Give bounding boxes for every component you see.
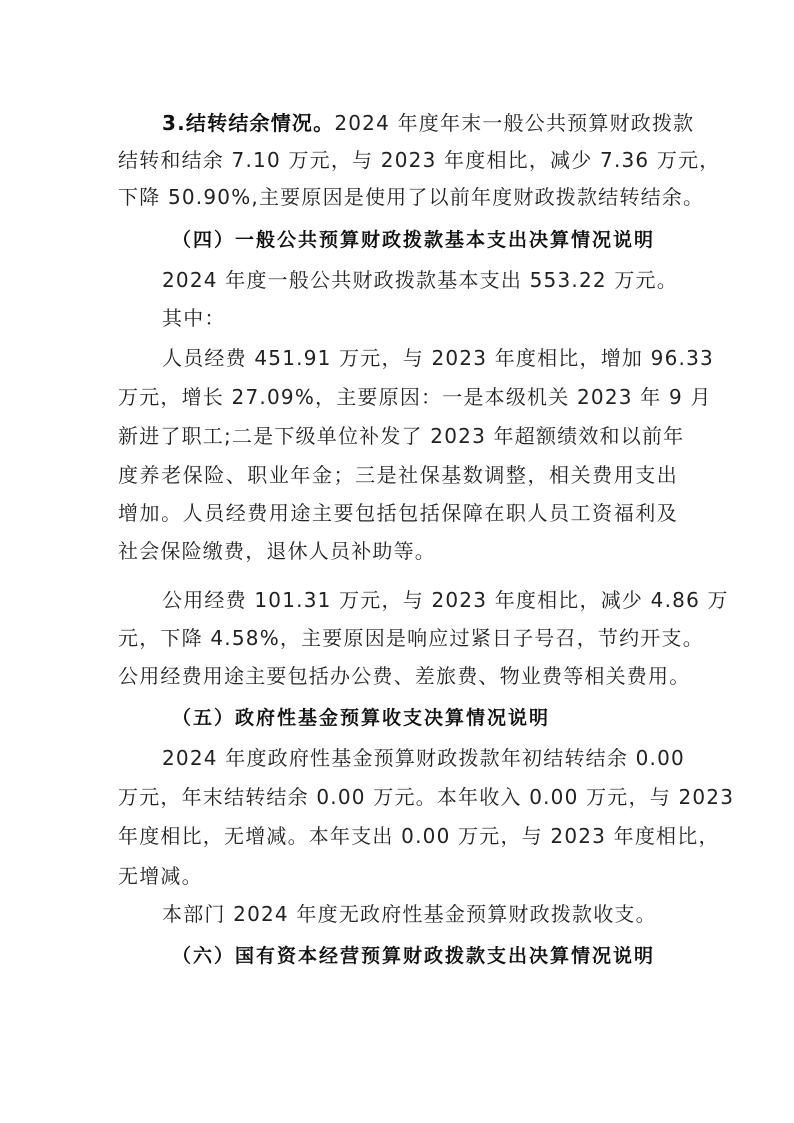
- public-line-3: 公用经费用途主要包括办公费、差旅费、物业费等相关费用。: [118, 664, 691, 688]
- section3-text-1: 2024 年度年末一般公共预算财政拨款: [334, 111, 695, 135]
- section3-line-1: [162, 110, 695, 136]
- section5-heading: （五）政府性基金预算收支决算情况说明: [172, 707, 551, 729]
- public-line-2: 元，下降 4.58%，主要原因是响应过紧日子号召，节约开支。: [118, 626, 704, 650]
- section3-lead: 3.结转结余情况。: [162, 111, 335, 135]
- section3-line-2: 结转和结余 7.10 万元，与 2023 年度相比，减少 7.36 万元，: [118, 148, 721, 172]
- personnel-line-3: 新进了职工;二是下级单位补发了 2023 年超额绩效和以前年: [118, 424, 685, 448]
- section3-line-3: 下降 50.90%,主要原因是使用了以前年度财政拨款结转结余。: [118, 185, 705, 209]
- section4-among: 其中：: [162, 306, 226, 330]
- section5-line-1: 2024 年度政府性基金预算财政拨款年初结转结余 0.00: [162, 746, 685, 770]
- personnel-line-5: 增加。人员经费用途主要包括包括保障在职人员工资福利及: [118, 501, 678, 525]
- personnel-line-1: 人员经费 451.91 万元，与 2023 年度相比，增加 96.33: [162, 346, 714, 370]
- personnel-line-4: 度养老保险、职业年金；三是社保基数调整，相关费用支出: [118, 463, 678, 487]
- personnel-line-6: 社会保险缴费，退休人员补助等。: [118, 539, 436, 563]
- section4-heading: （四）一般公共预算财政拨款基本支出决算情况说明: [172, 229, 656, 251]
- section5-line-3: 年度相比，无增减。本年支出 0.00 万元，与 2023 年度相比，: [118, 824, 720, 848]
- section6-heading: （六）国有资本经营预算财政拨款支出决算情况说明: [172, 945, 656, 967]
- section5-line-4: 无增减。: [118, 864, 203, 888]
- public-line-1: 公用经费 101.31 万元，与 2023 年度相比，减少 4.86 万: [162, 588, 729, 612]
- personnel-line-2: 万元，增长 27.09%，主要原因：一是本级机关 2023 年 9 月: [118, 385, 712, 409]
- section4-summary: 2024 年度一般公共财政拨款基本支出 553.22 万元。: [162, 268, 678, 292]
- section5-line-2: 万元，年末结转结余 0.00 万元。本年收入 0.00 万元，与 2023: [118, 785, 735, 809]
- section5-note: 本部门 2024 年度无政府性基金预算财政拨款收支。: [162, 902, 657, 926]
